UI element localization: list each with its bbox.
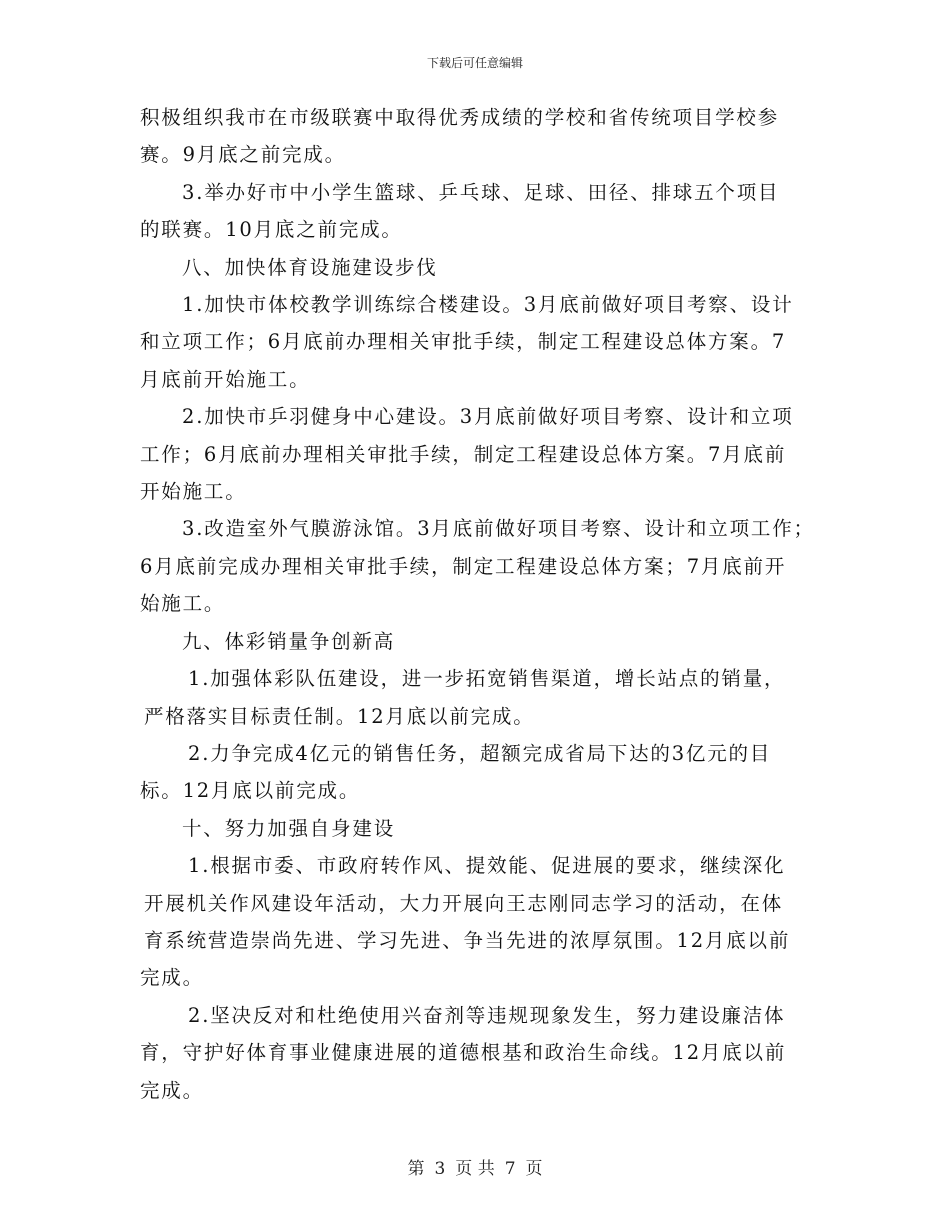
section-heading: 八、加快体育设施建设步伐 xyxy=(182,255,438,279)
text-line: 月底前开始施工。 xyxy=(140,367,311,391)
text-line: 严格落实目标责任制。12月底以前完成。 xyxy=(144,704,535,728)
text-line: 1.加强体彩队伍建设，进一步拓宽销售渠道，增长站点的销量， xyxy=(188,667,786,691)
text-line: 工作；6月底前办理相关审批手续，制定工程建设总体方案。7月底前 xyxy=(140,442,787,466)
text-line: 育系统营造崇尚先进、学习先进、争当先进的浓厚氛围。12月底以前 xyxy=(144,928,791,952)
text-line: 完成。 xyxy=(140,1078,204,1102)
section-heading: 十、努力加强自身建设 xyxy=(182,816,396,840)
text-line: 育，守护好体育事业健康进展的道德根基和政治生命线。12月底以前 xyxy=(140,1041,787,1065)
page-label-suffix: 页 xyxy=(525,1159,543,1179)
page-label-prefix: 第 xyxy=(407,1159,425,1179)
text-line: 和立项工作；6月底前办理相关审批手续，制定工程建设总体方案。7 xyxy=(140,330,787,354)
document-body xyxy=(140,99,830,1109)
text-line: 的联赛。10月底之前完成。 xyxy=(140,218,403,242)
page-number-total: 7 xyxy=(504,1159,516,1179)
section-heading: 九、体彩销量争创新高 xyxy=(182,629,396,653)
text-line: 赛。9月底之前完成。 xyxy=(140,143,346,167)
text-line: 积极组织我市在市级联赛中取得优秀成绩的学校和省传统项目学校参 xyxy=(140,106,780,129)
text-line: 2.坚决反对和杜绝使用兴奋剂等违规现象发生，努力建设廉洁体 xyxy=(188,1003,786,1027)
text-line: 开展机关作风建设年活动，大力开展向王志刚同志学习的活动，在体 xyxy=(144,891,784,915)
text-line: 6月底前完成办理相关审批手续，制定工程建设总体方案；7月底前开 xyxy=(140,554,787,578)
text-line: 开始施工。 xyxy=(140,480,247,504)
text-line: 3.举办好市中小学生篮球、乒乓球、足球、田径、排球五个项目 xyxy=(182,180,780,204)
text-line: 完成。 xyxy=(140,966,204,990)
page-label-middle: 页 共 xyxy=(455,1159,495,1179)
page-header: 下载后可任意编辑 xyxy=(426,56,523,70)
page-number-current: 3 xyxy=(434,1159,446,1179)
text-line: 1.加快市体校教学训练综合楼建设。3月底前做好项目考察、设计 xyxy=(182,293,794,317)
page-footer xyxy=(0,1154,950,1179)
text-line: 1.根据市委、市政府转作风、提效能、促进展的要求，继续深化 xyxy=(188,854,786,878)
text-line: 3.改造室外气膜游泳馆。3月底前做好项目考察、设计和立项工作； xyxy=(182,517,815,541)
text-line: 2.加快市乒羽健身中心建设。3月底前做好项目考察、设计和立项 xyxy=(182,405,794,429)
text-line: 始施工。 xyxy=(140,592,226,616)
text-line: 2.力争完成4亿元的销售任务，超额完成省局下达的3亿元的目 xyxy=(188,741,772,765)
text-line: 标。12月底以前完成。 xyxy=(140,779,361,803)
